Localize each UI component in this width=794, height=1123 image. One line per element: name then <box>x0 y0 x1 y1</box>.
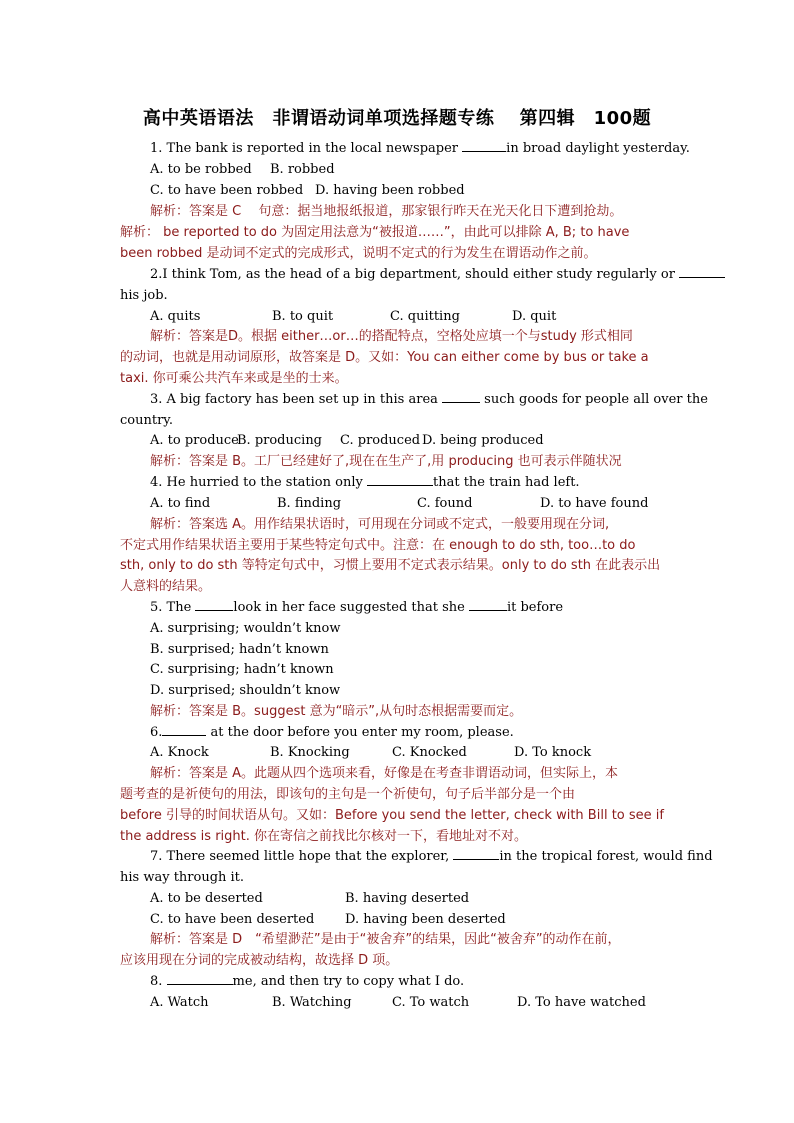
answer-blank <box>367 473 433 486</box>
question-6-explanation-line: the address is right. 你在寄信之前找比尔核对一下，看地址对不对。 <box>120 829 527 844</box>
answer-blank <box>167 972 233 985</box>
question-7-option-a: A. to be deserted <box>150 891 263 906</box>
question-2-option-a: A. quits <box>150 309 201 324</box>
question-3-option-d: D. being produced <box>422 433 544 448</box>
question-1-explanation-line: 解析： be reported to do 为固定用法意为“被报道……”，由此可以排除 A, B; to have <box>120 225 630 240</box>
question-6-explanation-line: 解析：答案是 A。此题从四个选项来看，好像是在考查非谓语动词，但实际上，本 <box>150 766 619 781</box>
question-4-explanation-line: sth, only to do sth 等特定句式中，习惯上要用不定式表示结果。only to do sth 在此表示出 <box>120 558 661 573</box>
question-8-option-c: C. To watch <box>392 995 470 1010</box>
question-5-explanation-line: 解析：答案是 B。suggest 意为“暗示”,从句时态根据需要而定。 <box>150 704 523 719</box>
question-6-explanation-line: 题考查的是祈使句的用法，即该句的主句是一个祈使句，句子后半部分是一个由 <box>120 787 576 802</box>
question-1-option-d: D. having been robbed <box>315 183 465 198</box>
question-3-option-b: B. producing <box>237 433 323 448</box>
question-4-option-b: B. finding <box>277 496 342 511</box>
question-3-stem-continued: country. <box>120 413 174 428</box>
question-3-option-c: C. produced <box>340 433 421 448</box>
question-4-option-a: A. to find <box>150 496 211 511</box>
question-1-option-b: B. robbed <box>270 162 335 177</box>
question-8-stem: 8. me, and then try to copy what I do. <box>150 974 465 989</box>
answer-blank <box>462 139 506 152</box>
question-7-option-b: B. having deserted <box>345 891 470 906</box>
answer-blank <box>469 598 507 611</box>
question-7-option-d: D. having been deserted <box>345 912 506 927</box>
question-2-option-c: C. quitting <box>390 309 460 324</box>
question-2-stem-continued: his job. <box>120 288 168 303</box>
question-1-option-c: C. to have been robbed <box>150 183 304 198</box>
answer-blank <box>453 847 499 860</box>
answer-blank <box>679 265 725 278</box>
question-5-option-a: A. surprising; wouldn’t know <box>150 621 341 636</box>
question-2-explanation-line: 的动词，也就是用动词原形，故答案是 D。又如：You can either come by bus or take a <box>120 350 649 365</box>
question-8-option-d: D. To have watched <box>517 995 646 1010</box>
question-1-stem: 1. The bank is reported in the local newspaper in broad daylight yesterday. <box>150 141 690 156</box>
question-4-explanation-line: 不定式用作结果状语主要用于某些特定句式中。注意：在 enough to do sth, too…to do <box>120 538 636 553</box>
page-title: 高中英语语法 非谓语动词单项选择题专练 第四辑 100题 <box>142 108 652 129</box>
question-1-option-a: A. to be robbed <box>150 162 252 177</box>
question-6-option-d: D. To knock <box>514 745 592 760</box>
question-8-option-b: B. Watching <box>272 995 352 1010</box>
question-2-option-b: B. to quit <box>272 309 334 324</box>
answer-blank <box>162 723 206 736</box>
question-8-option-a: A. Watch <box>150 995 209 1010</box>
question-4-stem: 4. He hurried to the station only that the train had left. <box>150 475 580 490</box>
question-2-explanation-line: taxi. 你可乘公共汽车来或是坐的士来。 <box>120 371 348 386</box>
question-7-explanation-line: 应该用现在分词的完成被动结构，故选择 D 项。 <box>120 953 399 968</box>
question-5-option-c: C. surprising; hadn’t known <box>150 662 334 677</box>
question-4-explanation-line: 解析：答案选 A。用作结果状语时，可用现在分词或不定式，一般要用现在分词, <box>150 517 610 532</box>
question-6-option-c: C. Knocked <box>392 745 467 760</box>
question-6-option-a: A. Knock <box>150 745 209 760</box>
question-4-option-d: D. to have found <box>540 496 649 511</box>
question-3-stem: 3. A big factory has been set up in this area such goods for people all over the <box>150 392 708 407</box>
question-2-explanation-line: 解析：答案是D。根据 either…or…的搭配特点，空格处应填一个与study 形式相同 <box>150 329 633 344</box>
question-3-option-a: A. to produce <box>150 433 239 448</box>
question-3-explanation-line: 解析：答案是 B。工厂已经建好了,现在在生产了,用 producing 也可表示伴随状况 <box>150 454 622 469</box>
question-4-explanation-line: 人意料的结果。 <box>120 579 212 594</box>
question-6-explanation-line: before 引导的时间状语从句。又如：Before you send the letter, check with Bill to see if <box>120 808 664 823</box>
question-7-stem: 7. There seemed little hope that the explorer, in the tropical forest, would find <box>150 849 713 864</box>
question-1-explanation-line: been robbed 是动词不定式的完成形式，说明不定式的行为发生在谓语动作之前。 <box>120 246 597 261</box>
question-5-stem: 5. The look in her face suggested that she it before <box>150 600 564 615</box>
question-4-option-c: C. found <box>417 496 473 511</box>
question-7-stem-continued: his way through it. <box>120 870 245 885</box>
question-7-option-c: C. to have been deserted <box>150 912 315 927</box>
question-6-option-b: B. Knocking <box>270 745 350 760</box>
answer-blank <box>442 390 480 403</box>
question-2-stem: 2.I think Tom, as the head of a big department, should either study regularly or <box>150 265 725 285</box>
question-6-stem: 6. at the door before you enter my room, please. <box>150 725 514 740</box>
question-7-explanation-line: 解析：答案是 D “希望渺茫”是由于“被舍弃”的结果，因此“被舍弃”的动作在前， <box>150 932 621 947</box>
question-5-option-b: B. surprised; hadn’t known <box>150 642 329 657</box>
question-1-explanation-line: 解析：答案是 C 句意：据当地报纸报道，那家银行昨天在光天化日下遭到抢劫。 <box>150 204 623 219</box>
question-2-option-d: D. quit <box>512 309 557 324</box>
answer-blank <box>195 598 233 611</box>
question-5-option-d: D. surprised; shouldn’t know <box>150 683 341 698</box>
